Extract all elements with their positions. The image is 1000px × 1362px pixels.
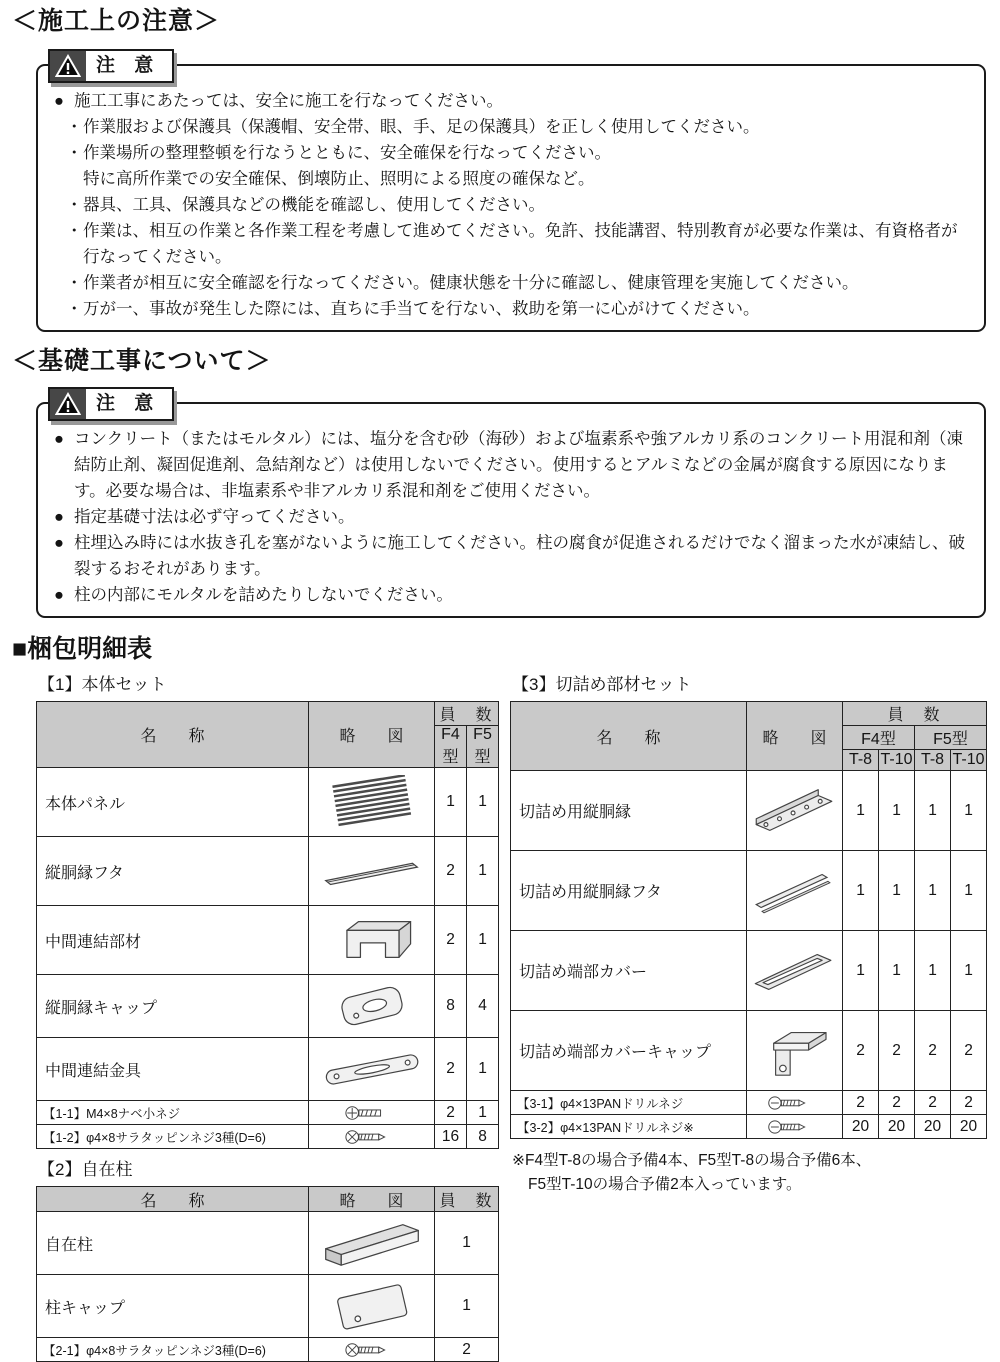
qty-f4-t10: 2 [879,1011,915,1091]
caution-text-line: 特に高所作業での安全確保、倒壊防止、照明による照度の確保など。 [83,170,595,188]
end-cap-diagram [750,1020,840,1082]
qty-f4-t10: 1 [879,931,915,1011]
bullet-marker: ・ [66,222,83,240]
caution-text: 指定基礎寸法は必ず守ってください。 [74,508,355,526]
part-diagram [747,771,843,851]
qty-f4-t8: 20 [843,1115,879,1139]
table-row [37,1212,499,1275]
table-row [37,1038,499,1101]
qty-f4-t8: 1 [843,931,879,1011]
qty-f5: 1 [467,1101,499,1125]
header-diagram: 略 図 [309,702,435,768]
header-sub-f4: F4型 [843,726,915,750]
header-qty: 員 数 [843,702,987,726]
caution-text: 作業者が相互に安全確認を行なってください。健康状態を十分に確認し、健康管理を実施してください。 [83,274,859,292]
qty-f5: 1 [467,906,499,975]
caution-item [66,192,970,218]
qty-f5-t8: 1 [915,771,951,851]
caution-text: 施工工事にあたっては、安全に施工を行なってください。 [74,92,503,110]
qty-f5-t10: 2 [951,1011,987,1091]
part-diagram [309,768,435,837]
part-diagram [747,931,843,1011]
caution-box [36,402,986,618]
qty-f5-t8: 20 [915,1115,951,1139]
part-name: 【1-1】M4×8ナベ小ネジ [37,1101,309,1125]
part-name: 切詰め用縦胴縁フタ [511,851,747,931]
caution-box [36,64,986,332]
bullet-marker: ● [54,508,64,526]
part-name: 中間連結金具 [37,1038,309,1101]
caution-text: 器具、工具、保護具などの機能を確認し、使用してください。 [83,196,545,214]
caution-section-construction [36,55,986,332]
table-block-body-set [36,674,498,1149]
caution-text: コンクリート（またはモルタル）には、塩分を含む砂（海砂）および塩素系や強アルカリ系のコンクリート用混和剤（凍結防止剤、凝固促進剤、急結剤など）は使用しないでください。使用するとアルミなどの金属が腐食する原因になります。必要な場合は、非塩素系や非アルカリ系混和剤をご使用ください。 [74,430,964,500]
bullet-marker: ● [54,534,64,552]
part-name: 【1-2】φ4×8サラタッピンネジ3種(D=6) [37,1125,309,1149]
caution-text: 柱埋込み時には水抜き孔を塞がないように施工してください。柱の腐食が促進されるだけでなく溜まった水が凍結し、破裂するおそれがあります。 [74,534,965,578]
qty-f4: 8 [435,975,467,1038]
qty-f5-t10: 20 [951,1115,987,1139]
bullet-marker: ・ [66,144,83,162]
part-name: 【3-2】φ4×13PANドリルネジ※ [511,1115,747,1139]
qty-f4-t10: 2 [879,1091,915,1115]
qty: 1 [435,1275,499,1338]
caution-item [54,530,970,582]
table-row [37,1125,499,1149]
panel-stack-diagram [313,775,431,829]
part-name: 本体パネル [37,768,309,837]
strip-holes-diagram [750,780,840,842]
header-name: 名 称 [37,1187,309,1212]
part-name: 縦胴縁フタ [37,837,309,906]
qty-f5-t10: 1 [951,771,987,851]
header-name: 名 称 [511,702,747,771]
table-row [37,1338,499,1362]
channel-diagram [313,913,431,967]
table-row [37,1275,499,1338]
qty-f5: 1 [467,768,499,837]
qty-f4: 2 [435,1038,467,1101]
part-diagram [747,851,843,931]
table-row [37,1101,499,1125]
flat-screw-diagram [343,1128,401,1146]
qty-f4-t10: 1 [879,851,915,931]
qty-f4: 2 [435,906,467,975]
qty-f5-t8: 1 [915,851,951,931]
table-row [511,771,987,851]
caution-item [66,270,970,296]
bullet-marker: ・ [66,196,83,214]
header-sub-f5: F5型 [915,726,987,750]
bracket-plate-diagram [313,1043,431,1095]
qty-f5: 1 [467,1038,499,1101]
footnote-line: F5型T-10の場合予備2本入っています。 [528,1176,802,1193]
table-footnote [512,1149,986,1197]
qty-f5: 4 [467,975,499,1038]
table-caption: 【1】本体セット [38,675,167,694]
header-sub-f4: F4型 [435,726,467,768]
caution-label [48,49,174,83]
header-t8: T-8 [915,750,951,771]
bullet-marker: ・ [66,274,83,292]
qty-f4-t10: 1 [879,771,915,851]
header-t8: T-8 [843,750,879,771]
qty-f4-t8: 2 [843,1011,879,1091]
table-caption: 【3】切詰め部材セット [512,675,692,694]
part-diagram [747,1011,843,1091]
part-diagram [309,837,435,906]
part-name: 切詰め端部カバーキャップ [511,1011,747,1091]
caution-label [48,387,174,421]
bullet-marker: ● [54,430,64,448]
part-diagram [309,1275,435,1338]
part-diagram [309,1338,435,1362]
table-row [511,1011,987,1091]
header-name: 名 称 [37,702,309,768]
caution-section-foundation [36,393,986,618]
caution-text-line: 作業場所の整理整頓を行なうとともに、安全確保を行なってください。 [83,144,611,162]
caution-text [83,140,970,192]
caution-item [66,218,970,270]
part-diagram [747,1115,843,1139]
flat-screw-diagram [343,1341,401,1359]
post-cap-diagram [313,1280,431,1332]
qty-f4-t8: 2 [843,1091,879,1115]
qty-f5-t8: 2 [915,1091,951,1115]
qty-f5: 8 [467,1125,499,1149]
packing-table-body-set [36,701,499,1149]
bullet-marker: ● [54,92,64,110]
caution-text: 作業は、相互の作業と各作業工程を考慮して進めてください。免許、技能講習、特別教育が必要な作業は、有資格者が行なってください。 [83,222,958,266]
page-title-foundation: ＜基礎工事について＞ [12,347,272,375]
table-row [511,1115,987,1139]
table-row [511,931,987,1011]
packing-table-post [36,1186,499,1362]
part-name: 【2-1】φ4×8サラタッピンネジ3種(D=6) [37,1338,309,1362]
header-diagram: 略 図 [309,1187,435,1212]
warning-triangle-icon [50,389,86,419]
post-diagram [313,1216,431,1270]
part-diagram [309,1212,435,1275]
header-qty: 員 数 [435,1187,499,1212]
part-diagram [747,1091,843,1115]
header-t10: T-10 [879,750,915,771]
qty-f4: 2 [435,1101,467,1125]
packing-table-cut-set [510,701,987,1139]
part-diagram [309,1038,435,1101]
qty-f5-t8: 2 [915,1011,951,1091]
qty-f4-t8: 1 [843,771,879,851]
qty-f5-t8: 1 [915,931,951,1011]
qty-f4: 1 [435,768,467,837]
footnote-line: ※F4型T-8の場合予備4本、F5型T-8の場合予備6本、 [512,1152,872,1169]
part-diagram [309,906,435,975]
packing-tables [36,674,986,1362]
header-qty: 員 数 [435,702,499,726]
table-row [37,975,499,1038]
page-title-packing: ■梱包明細表 [12,635,153,663]
bullet-marker: ・ [66,118,83,136]
page-title-construction: ＜施工上の注意＞ [12,7,221,35]
cap-plate-diagram [313,980,431,1032]
caution-item [54,88,970,114]
qty-f4: 16 [435,1125,467,1149]
pan-screw-diagram [343,1104,401,1122]
qty-f5-t10: 1 [951,931,987,1011]
part-name: 柱キャップ [37,1275,309,1338]
caution-text: 作業服および保護具（保護帽、安全帯、眼、手、足の保護具）を正しく使用してください。 [83,118,760,136]
drill-screw-diagram [767,1118,823,1136]
qty-f5-t10: 2 [951,1091,987,1115]
caution-text: 柱の内部にモルタルを詰めたりしないでください。 [74,586,453,604]
part-name: 中間連結部材 [37,906,309,975]
end-cover-diagram [750,940,840,1002]
caution-label-text: 注 意 [86,389,172,419]
caution-item [54,426,970,504]
header-diagram: 略 図 [747,702,843,771]
qty-f4-t10: 20 [879,1115,915,1139]
part-name: 縦胴縁キャップ [37,975,309,1038]
header-sub-f5: F5型 [467,726,499,768]
table-row [511,1091,987,1115]
thin-strip-diagram [750,860,840,922]
qty-f5-t10: 1 [951,851,987,931]
table-row [37,837,499,906]
table-row [37,768,499,837]
part-diagram [309,1125,435,1149]
flat-bar-diagram [313,844,431,898]
qty-f5: 1 [467,837,499,906]
part-name: 切詰め端部カバー [511,931,747,1011]
bullet-marker: ● [54,586,64,604]
tables-left-column [36,674,498,1362]
part-name: 自在柱 [37,1212,309,1275]
caution-item [66,296,970,322]
part-name: 【3-1】φ4×13PANドリルネジ [511,1091,747,1115]
qty: 2 [435,1338,499,1362]
caution-text: 万が一、事故が発生した際には、直ちに手当てを行ない、救助を第一に心がけてください。 [83,300,760,318]
table-caption: 【2】自在柱 [38,1160,133,1179]
part-diagram [309,1101,435,1125]
caution-label-text: 注 意 [86,51,172,81]
qty-f4: 2 [435,837,467,906]
tables-right-column [510,674,986,1197]
table-row [511,851,987,931]
header-t10: T-10 [951,750,987,771]
table-block-cut-set [510,674,986,1197]
part-name: 切詰め用縦胴縁 [511,771,747,851]
table-row [37,906,499,975]
caution-item [66,140,970,192]
drill-screw-diagram [767,1094,823,1112]
bullet-marker: ・ [66,300,83,318]
caution-item [54,504,970,530]
caution-item [54,582,970,608]
table-block-post [36,1159,498,1362]
caution-item [66,114,970,140]
part-diagram [309,975,435,1038]
qty: 1 [435,1212,499,1275]
warning-triangle-icon [50,51,86,81]
qty-f4-t8: 1 [843,851,879,931]
